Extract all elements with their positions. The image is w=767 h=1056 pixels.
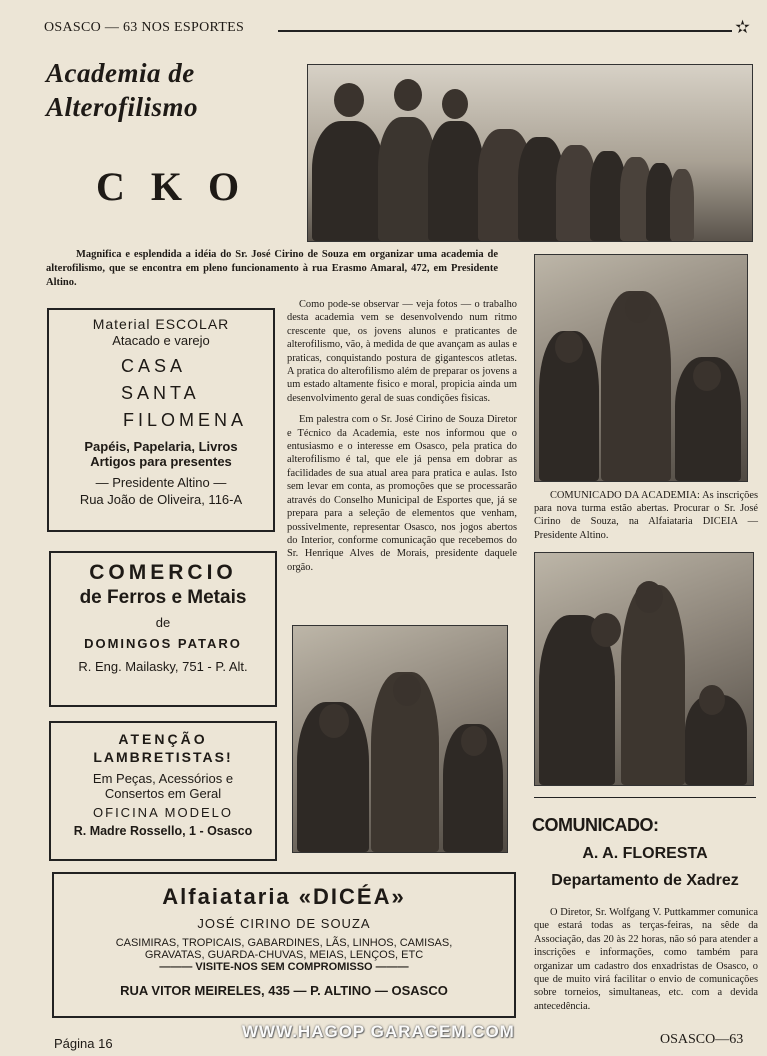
ad-lambretta-line-5: OFICINA MODELO <box>93 805 233 820</box>
ad-lambretta-line-1: ATENÇÃO <box>118 731 208 747</box>
ad-dicea-title: Alfaiataria «DICÉA» <box>162 884 406 909</box>
ad-dicea-owner: JOSÉ CIRINO DE SOUZA <box>197 916 371 931</box>
watermark: WWW.HAGOP GARAGEM.COM <box>242 1022 515 1041</box>
star-icon: ✫ <box>735 17 751 37</box>
ad-dicea-line-2: GRAVATAS, GUARDA-CHUVAS, MEIAS, LENÇOS, ETC <box>144 949 424 961</box>
heading-line-2: Alterofilismo <box>46 92 199 122</box>
article-body <box>287 298 517 580</box>
article-heading <box>46 56 198 124</box>
footer-right: OSASCO—63 <box>660 1032 744 1047</box>
ad-ferros-address: R. Eng. Mailasky, 751 - P. Alt. <box>78 659 248 674</box>
ad-dicea-line-3: ——— VISITE-NOS SEM COMPROMISSO ——— <box>159 961 409 973</box>
ad-santa-name-1: CASA <box>121 356 187 376</box>
comunicado-rule <box>534 797 756 798</box>
group-photo <box>307 64 753 242</box>
ad-alfaiataria-dicea <box>52 872 516 1018</box>
article-lead: Magnifica e esplendida a idéia do Sr. José Cirino de Souza em organizar uma academia de alterofilismo, que se encontra em pleno funcionamento à rua Erasmo Amaral, 472, em Presidente Altino. <box>46 249 498 288</box>
ad-ferros-line-1: COMERCIO <box>89 561 237 584</box>
ad-lambretistas <box>49 721 277 861</box>
athletes-photo-3 <box>534 552 754 786</box>
ad-santa-city: — Presidente Altino — <box>95 475 227 490</box>
athletes-photo-4 <box>292 625 508 853</box>
header-rule <box>278 30 732 32</box>
ad-lambretta-line-4: Consertos em Geral <box>104 786 222 801</box>
ad-santa-products-1: Papéis, Papelaria, Livros <box>84 439 238 454</box>
ad-santa-name-2: SANTA <box>121 383 200 403</box>
article-paragraph-1: Como pode-se observar — veja fotos — o trabalho desta academia vem se desenvolvendo num ritmo crescente que, os jovens alunos e praticantes de alterofilismo, vão, à medida de que avançam as aulas e praticas, conquistando postura de gigantescos atletas. A pratica do alterofilismo além de preparar os jovens a um estado altamente fisico e moral, propicia ainda um desenvolvimento geral de suas condições fisicas. <box>287 299 517 404</box>
ad-dicea-line-1: CASIMIRAS, TROPICAIS, GABARDINES, LÃS, LINHOS, CAMISAS, <box>115 937 453 949</box>
ad-santa-line-1: Material ESCOLAR <box>92 316 230 332</box>
running-header: OSASCO — 63 NOS ESPORTES <box>44 20 245 35</box>
academy-notice: COMUNICADO DA ACADEMIA: As inscrições para nova turma estão abertas. Procurar o Sr. José Cirino de Souza, na Alfaiataria DICEIA — Presidente Altino. <box>534 490 758 541</box>
comunicado-body: O Diretor, Sr. Wolfgang V. Puttkammer comunica que estará todas as terças-feiras, na sêde da Associação, das 20 às 22 horas, não só para atender a inscrições e informações, como também para organizar um cadastro dos enxadristas de Osasco, o que de muito virá facilitar o envio de comunicações sobre torneios, simultaneas, etc. com a devida antecedência. <box>534 907 758 1012</box>
heading-line-1: Academia de <box>46 58 195 88</box>
ad-santa-address: Rua João de Oliveira, 116-A <box>79 492 243 507</box>
ad-casa-santa-filomena <box>47 308 275 532</box>
ad-dicea-address: RUA VITOR MEIRELES, 435 — P. ALTINO — OSASCO <box>120 983 448 998</box>
ad-santa-line-2: Atacado e varejo <box>112 333 210 348</box>
club-name: C K O <box>96 164 248 209</box>
page-number: Página 16 <box>54 1036 113 1051</box>
ad-lambretta-line-3: Em Peças, Acessórios e <box>92 771 234 786</box>
ad-lambretta-line-2: LAMBRETISTAS! <box>93 749 233 765</box>
athletes-photo-2 <box>534 254 748 482</box>
comunicado-department: Departamento de Xadrez <box>551 872 739 889</box>
ad-lambretta-address: R. Madre Rossello, 1 - Osasco <box>73 824 253 838</box>
ad-santa-name-3: FILOMENA <box>123 410 248 430</box>
article-paragraph-2: Em palestra com o Sr. José Cirino de Souza Diretor e Técnico da Academia, este nos informou que o entusiasmo e o interesse em Osasco, pela pratica do alterofilismo é tal, que ele já pensa em dobrar as facilidades de sua atual area para pratica e aulas. Isto sem levar em conta, as promoções que se processarão através do Conselho Municipal de Esportes que, já se prepara para a seleção de elementos que venham, possivelmente, representar Osasco, nos jogos abertos do Interior, conforme comunicação que recebemos do Sr. Henrique Alves de Morais, presidente daquele orgão. <box>287 414 517 573</box>
comunicado-title: COMUNICADO: <box>532 815 659 835</box>
ad-ferros-line-2: de Ferros e Metais <box>79 587 247 608</box>
ad-ferros-line-3: de <box>155 615 171 630</box>
ad-comercio-ferros <box>49 551 277 707</box>
ad-santa-products-2: Artigos para presentes <box>90 454 232 469</box>
comunicado-club: A. A. FLORESTA <box>582 845 708 862</box>
ad-ferros-owner: DOMINGOS PATARO <box>84 636 242 651</box>
